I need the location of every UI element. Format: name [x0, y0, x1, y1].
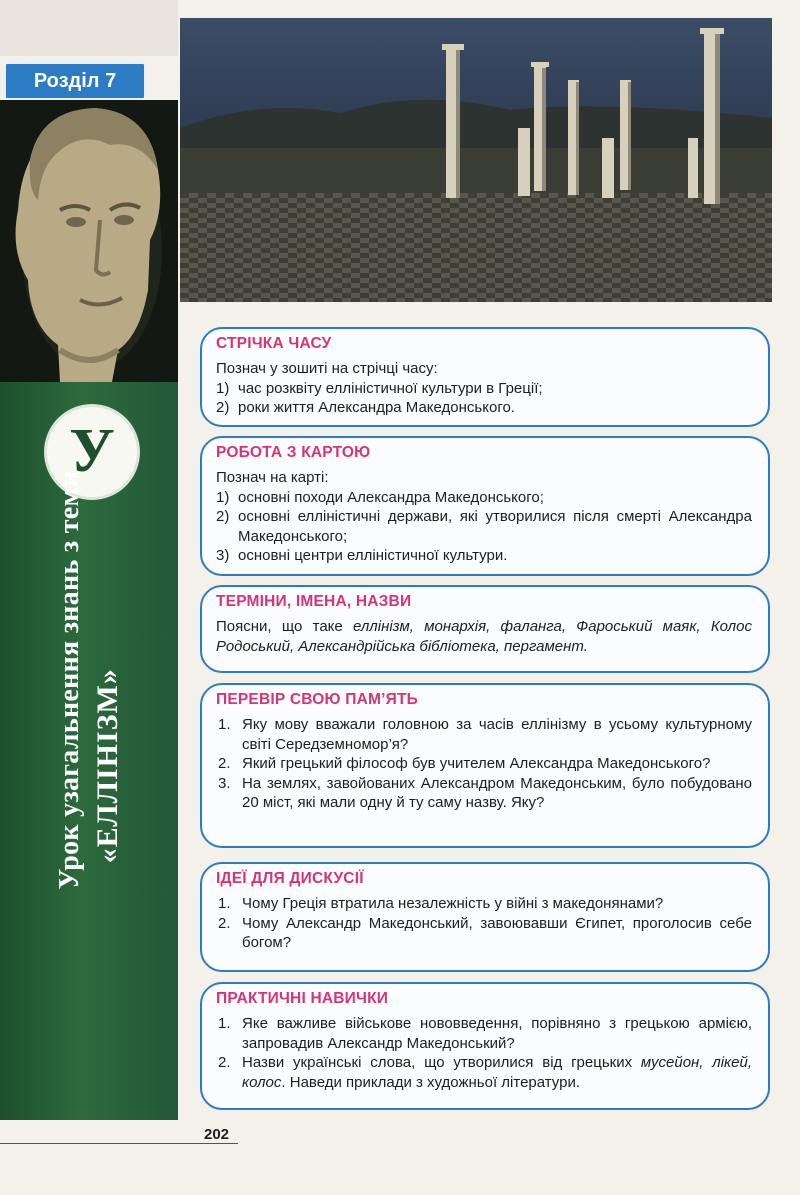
timeline-list — [216, 379, 752, 418]
skills-list — [216, 1014, 752, 1092]
timeline-task-box — [200, 327, 770, 427]
list-item: 2) роки життя Александра Македонського. — [216, 399, 515, 416]
terms-text — [216, 617, 752, 656]
terms-list: еллінізм, монархія, фаланга, Фароський маяк, Колос Родоський, Александрійська бібліотека, пергамент. — [216, 618, 752, 655]
list-item: 1) основні походи Александра Македонського; — [216, 488, 544, 506]
list-item: 2. Який грецький філософ був учителем Александра Македонського? — [218, 755, 711, 772]
discussion-list — [216, 894, 752, 953]
list-item: 3) основні центри елліністичної культури. — [216, 547, 508, 564]
memory-list — [216, 715, 752, 813]
discussion-task-box — [200, 862, 770, 972]
lesson-title-line2: «ЕЛЛІНІЗМ» — [91, 668, 124, 864]
memory-task-box — [200, 683, 770, 848]
timeline-intro: Познач у зошиті на стрічці часу: — [216, 360, 438, 377]
greek-words: мусейон, лікей, колос — [242, 1054, 752, 1091]
list-item: 1) час розквіту елліністичної культури в Греції; — [216, 379, 543, 397]
map-intro: Познач на карті: — [216, 469, 329, 486]
list-item: 2) основні елліністичні держави, які утворилися після смерті Александра Македонського; — [216, 508, 752, 545]
skills-task-box — [200, 982, 770, 1110]
lesson-letter-badge: У — [44, 404, 140, 500]
list-item: 2. Назви українські слова, що утворилися від грецьких мусейон, лікей, колос. Наведи приклади з художньої літератури. — [218, 1054, 752, 1091]
section-label: Розділ 7 — [4, 62, 146, 100]
footer-divider — [0, 1143, 238, 1144]
page-number: 202 — [204, 1126, 230, 1143]
terms-task-box — [200, 585, 770, 673]
sidebar-top-band — [0, 0, 178, 56]
map-task-box — [200, 436, 770, 576]
alexander-bust-image — [0, 100, 178, 382]
ruins-photo — [180, 18, 772, 302]
list-item: 1. Чому Греція втратила незалежність у війні з македонянами? — [218, 895, 664, 912]
terms-heading: ТЕРМІНИ, ІМЕНА, НАЗВИ — [216, 593, 412, 610]
sidebar — [0, 0, 178, 1120]
skills-heading: ПРАКТИЧНІ НАВИЧКИ — [216, 990, 389, 1007]
list-item: 1. Яку мову вважали головною за часів еллінізму в усьому культурному світі Середземномор’я? — [218, 716, 752, 753]
timeline-heading: СТРІЧКА ЧАСУ — [216, 335, 332, 352]
discussion-heading: ІДЕЇ ДЛЯ ДИСКУСІЇ — [216, 870, 364, 887]
map-list — [216, 488, 752, 566]
memory-heading: ПЕРЕВІР СВОЮ ПАМ’ЯТЬ — [216, 691, 418, 708]
list-item: 1. Яке важливе військове нововведення, порівняно з грецькою армією, запровадив Александр Македонський? — [218, 1015, 752, 1052]
lesson-title-line1: Урок узагальнення знань з теми — [54, 470, 85, 890]
terms-prefix: Поясни, що таке — [216, 618, 353, 635]
list-item: 3. На землях, завойованих Александром Македонським, було побудовано 20 міст, які мали одну й ту саму назву. Яку? — [218, 774, 752, 811]
lesson-title-vertical — [51, 471, 127, 890]
list-item: 2. Чому Александр Македонський, завоювавши Єгипет, проголосив себе богом? — [218, 914, 752, 951]
map-heading: РОБОТА З КАРТОЮ — [216, 444, 371, 461]
